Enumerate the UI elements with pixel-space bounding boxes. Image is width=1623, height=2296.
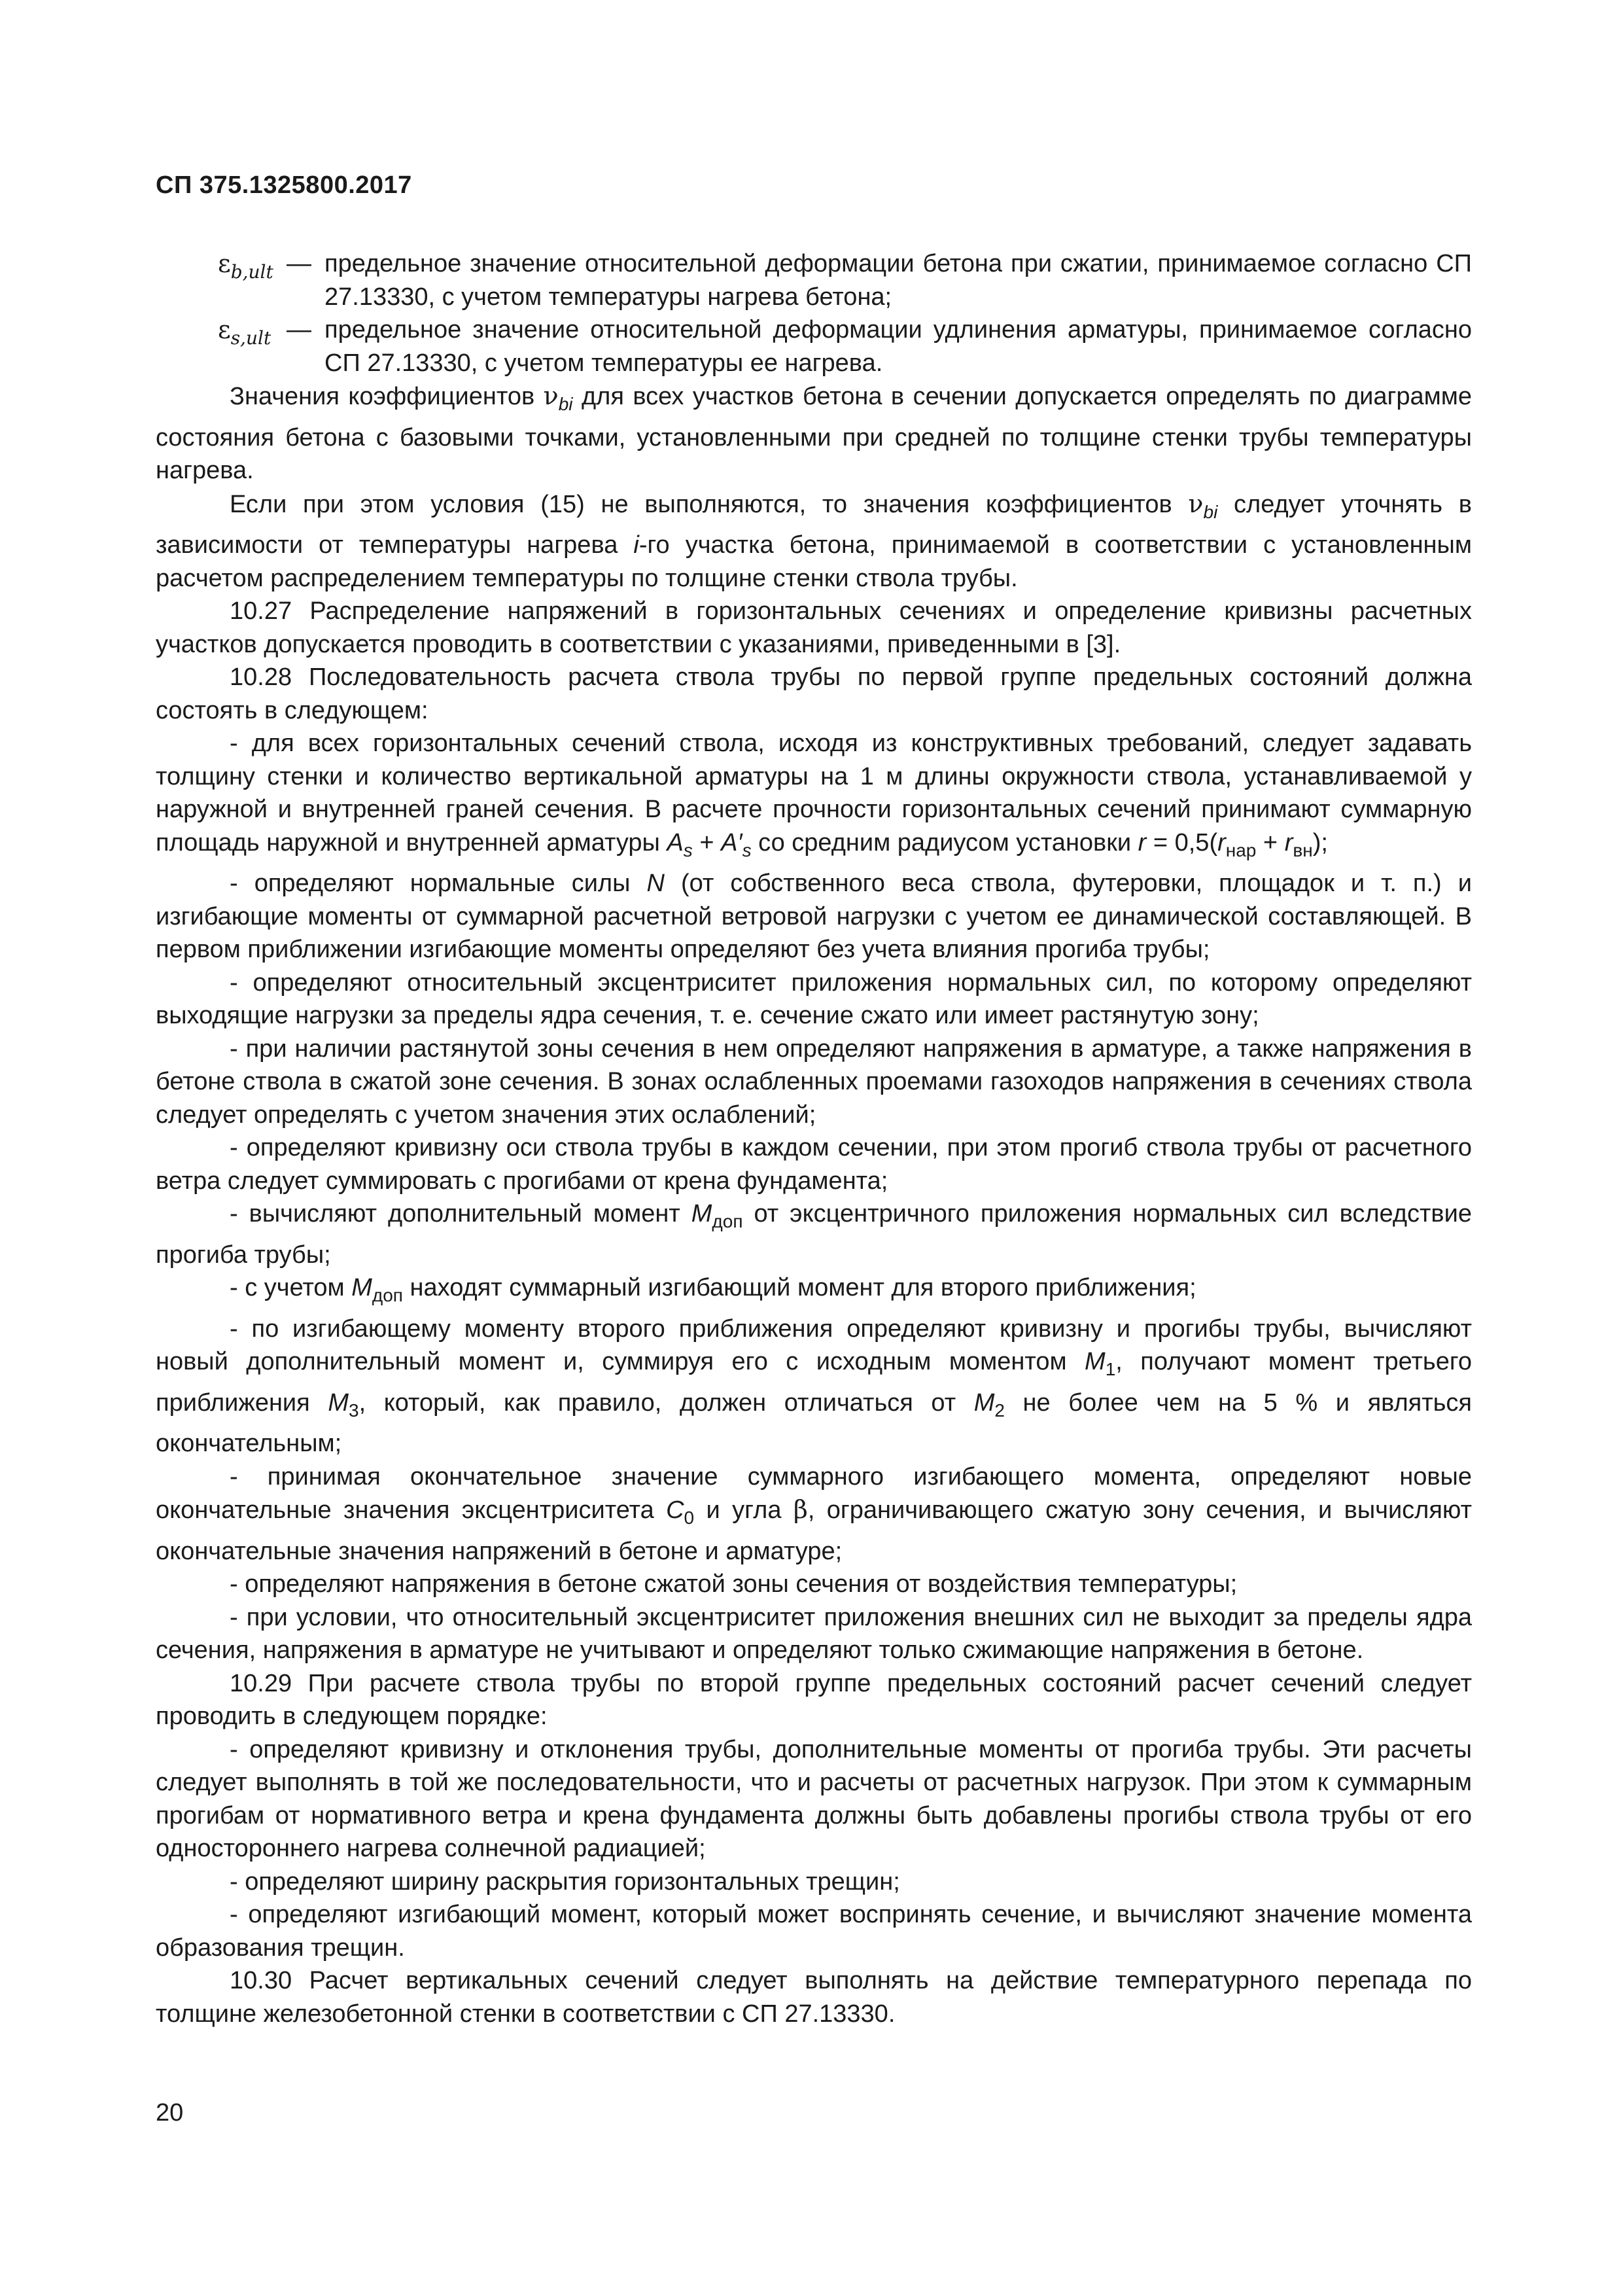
clause-10-29: 10.29 При расчете ствола трубы по второй группе предельных состояний расчет сечений следует проводить в следующем порядке: — [156, 1669, 1472, 1730]
list-item: - вычисляют дополнительный момент $M_{доп}$ от эксцентричного приложения нормальных сил вследствие прогиба трубы; — [156, 1200, 1472, 1269]
list-item: - определяют кривизну оси ствола трубы в каждом сечении, при этом прогиб ствола трубы от расчетного ветра следует суммировать с прогибами от крена фундамента; — [156, 1134, 1472, 1195]
document-body — [156, 247, 1472, 2030]
clause-10-30: 10.30 Расчет вертикальных сечений следует выполнять на действие температурного перепада по толщине железобетонной стенки в соответствии с СП 27.13330. — [156, 1967, 1472, 2028]
page-number: 20 — [156, 2099, 184, 2127]
clause-10-27: 10.27 Распределение напряжений в горизонтальных сечениях и определение кривизны расчетных участков допускается проводить в соответствии с указаниями, приведенными в [3]. — [156, 597, 1472, 658]
definition-text: предельное значение относительной деформации удлинения арматуры, принимаемое согласно СП 27.13330, с учетом температуры ее нагрева. — [324, 316, 1472, 377]
list-item: - при наличии растянутой зоны сечения в нем определяют напряжения в арматуре, а также напряжения в бетоне ствола в сжатой зоне сечения. В зонах ослабленных проемами газоходов напряжения в сечениях ствола следует определять с учетом значения этих ослаблений; — [156, 1034, 1472, 1129]
list-item: - определяют кривизну и отклонения трубы, дополнительные моменты от прогиба трубы. Эти расчеты следует выполнять в той же последовательности, что и расчеты от расчетных нагрузок. При этом к суммарным прогибам от нормативного ветра и крена фундамента должны быть добавлены прогибы ствола трубы от его одностороннего нагрева солнечной радиацией; — [156, 1735, 1472, 1862]
list-item: - определяют изгибающий момент, который может воспринять сечение, и вычисляют значение момента образования трещин. — [156, 1901, 1472, 1962]
clause-10-28: 10.28 Последовательность расчета ствола трубы по первой группе предельных состояний должна состоять в следующем: — [156, 663, 1472, 724]
list-item: - по изгибающему моменту второго приближения определяют кривизну и прогибы трубы, вычисляют новый дополнительный момент и, суммируя его с исходным моментом $M_1$, получают момент третьего приближения $M_3$, который, как правило, должен отличаться от $M_2$ не более чем на 5 % и являться окончательным; — [156, 1315, 1473, 1457]
document-code-header: СП 375.1325800.2017 — [156, 171, 412, 199]
definition-dash: — — [287, 316, 311, 344]
list-item: - определяют напряжения в бетоне сжатой зоны сечения от воздействия температуры; — [230, 1570, 1238, 1598]
list-item: - определяют относительный эксцентриситет приложения нормальных сил, по которому определяют выходящие нагрузки за пределы ядра сечения, т. е. сечение сжато или имеет растянутую зону; — [156, 968, 1472, 1029]
definition-symbol: $\varepsilon_{b,ult}$ — [218, 249, 273, 283]
list-item: - с учетом $M_{доп}$ находят суммарный изгибающий момент для второго приближения; — [230, 1274, 1196, 1305]
definition-eps-s-ult — [156, 313, 1472, 380]
paragraph-nu-coefficients: Значения коэффициентов $\nu_{bi}$ для всех участков бетона в сечении допускается определять по диаграмме состояния бетона с базовыми точками, установленными при средней по толщине стенки трубы температуры нагрева. — [156, 381, 1472, 484]
definition-eps-b-ult — [156, 247, 1472, 313]
definition-text: предельное значение относительной деформации бетона при сжатии, принимаемое согласно СП 27.13330, с учетом температуры нагрева бетона; — [324, 250, 1472, 311]
paragraph-condition-15: Если при этом условия (15) не выполняются, то значения коэффициентов $\nu_{bi}$ следует уточнять в зависимости от температуры нагрева i-го участка бетона, принимаемой в соответствии с установленным расчетом распределением температуры по толщине стенки ствола трубы. — [156, 489, 1472, 592]
list-item: - для всех горизонтальных сечений ствола, исходя из конструктивных требований, следует задавать толщину стенки и количество вертикальной арматуры на 1 м длины окружности ствола, устанавливаемой у наружной и внутренней граней сечения. В расчете прочности горизонтальных сечений принимают суммарную площадь наружной и внутренней арматуры $A_s + A'_s$ со средним радиусом установки $r = 0,5(r_{нар} + r_{вн})$; — [156, 730, 1472, 860]
list-item: - принимая окончательное значение суммарного изгибающего момента, определяют новые окончательные значения эксцентриситета $C_0$ и угла β, ограничивающего сжатую зону сечения, и вычисляют окончательные значения напряжений в бетоне и арматуре; — [156, 1462, 1473, 1565]
definition-dash: — — [287, 250, 311, 277]
definition-symbol: $\varepsilon_{s,ult}$ — [218, 315, 271, 349]
list-item: - определяют нормальные силы N (от собственного веса ствола, футеровки, площадок и т. п.) и изгибающие моменты от суммарной расчетной ветровой нагрузки с учетом ее динамической составляющей. В первом приближении изгибающие моменты определяют без учета влияния прогиба трубы; — [156, 870, 1472, 963]
list-item: - при условии, что относительный эксцентриситет приложения внешних сил не выходит за пределы ядра сечения, напряжения в арматуре не учитывают и определяют только сжимающие напряжения в бетоне. — [156, 1603, 1472, 1664]
list-item: - определяют ширину раскрытия горизонтальных трещин; — [230, 1867, 900, 1896]
